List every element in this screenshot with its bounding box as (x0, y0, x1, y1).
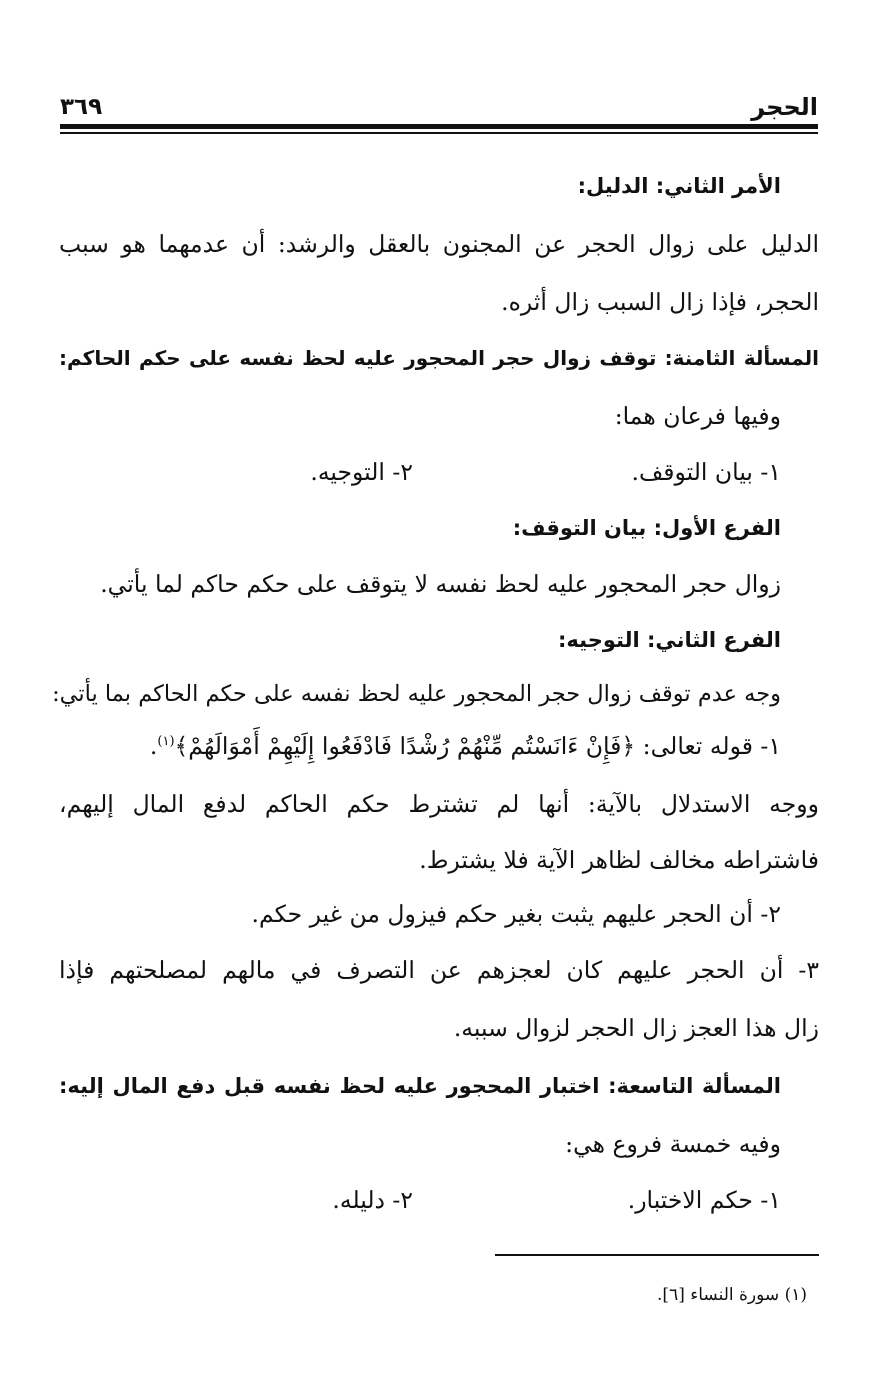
list-item: ٢- دليله. (332, 1186, 413, 1214)
list-item: ١- بيان التوقف. (631, 458, 781, 486)
paragraph-line: ووجه الاستدلال بالآية: أنها لم تشترط حكم الحاكم لدفع المال إليهم، (59, 790, 819, 818)
paragraph-line: زوال حجر المحجور عليه لحظ نفسه لا يتوقف على حكم حاكم لما يأتي. (100, 570, 781, 598)
list-item: ١- حكم الاختبار. (627, 1186, 781, 1214)
list-item: ٣- أن الحجر عليهم كان لعجزهم عن التصرف في مالهم لمصلحتهم فإذا (59, 956, 819, 984)
footnote: (١) سورة النساء [٦]. (657, 1285, 807, 1305)
header-rule-thin (60, 132, 818, 134)
paragraph-line: فاشتراطه مخالف لظاهر الآية فلا يشترط. (419, 846, 819, 874)
verse-period: . (149, 732, 158, 760)
page-number: ٣٦٩ (60, 94, 103, 120)
paragraph-line: الحجر، فإذا زال السبب زال أثره. (501, 288, 819, 316)
paragraph-line: الدليل على زوال الحجر عن المجنون بالعقل والرشد: أن عدمهما هو سبب (59, 230, 819, 258)
header-rule-thick (60, 124, 818, 129)
subheading-branch-two: الفرع الثاني: التوجيه: (558, 628, 781, 652)
quran-verse-line (41, 728, 781, 764)
subheading-branch-one: الفرع الأول: بيان التوقف: (512, 516, 781, 540)
section-heading-second-matter: الأمر الثاني: الدليل: (577, 174, 781, 198)
list-item: ٢- أن الحجر عليهم يثبت بغير حكم فيزول من غير حكم. (251, 900, 781, 928)
verse-text: ١- قوله تعالى: ﴿فَإِنْ ءَانَسْتُم مِّنْهُمْ رُشْدًا فَادْفَعُوا إِلَيْهِمْ أَمْوَالَهُمْ﴾ (174, 732, 781, 760)
footnote-separator (495, 1254, 819, 1256)
paragraph-line: زال هذا العجز زال الحجر لزوال سببه. (453, 1014, 819, 1042)
section-heading-issue-eight: المسألة الثامنة: توقف زوال حجر المحجور عليه لحظ نفسه على حكم الحاكم: (59, 346, 819, 370)
footnote-ref: (١) (157, 734, 175, 750)
section-heading-issue-nine: المسألة التاسعة: اختبار المحجور عليه لحظ نفسه قبل دفع المال إليه: (59, 1074, 781, 1098)
paragraph-line: وفيها فرعان هما: (614, 402, 781, 430)
page-header (60, 92, 818, 122)
paragraph-line: وفيه خمسة فروع هي: (565, 1130, 781, 1158)
running-title: الحجر (751, 93, 818, 121)
paragraph-line: وجه عدم توقف زوال حجر المحجور عليه لحظ نفسه على حكم الحاكم بما يأتي: (52, 681, 781, 707)
list-item: ٢- التوجيه. (310, 458, 413, 486)
